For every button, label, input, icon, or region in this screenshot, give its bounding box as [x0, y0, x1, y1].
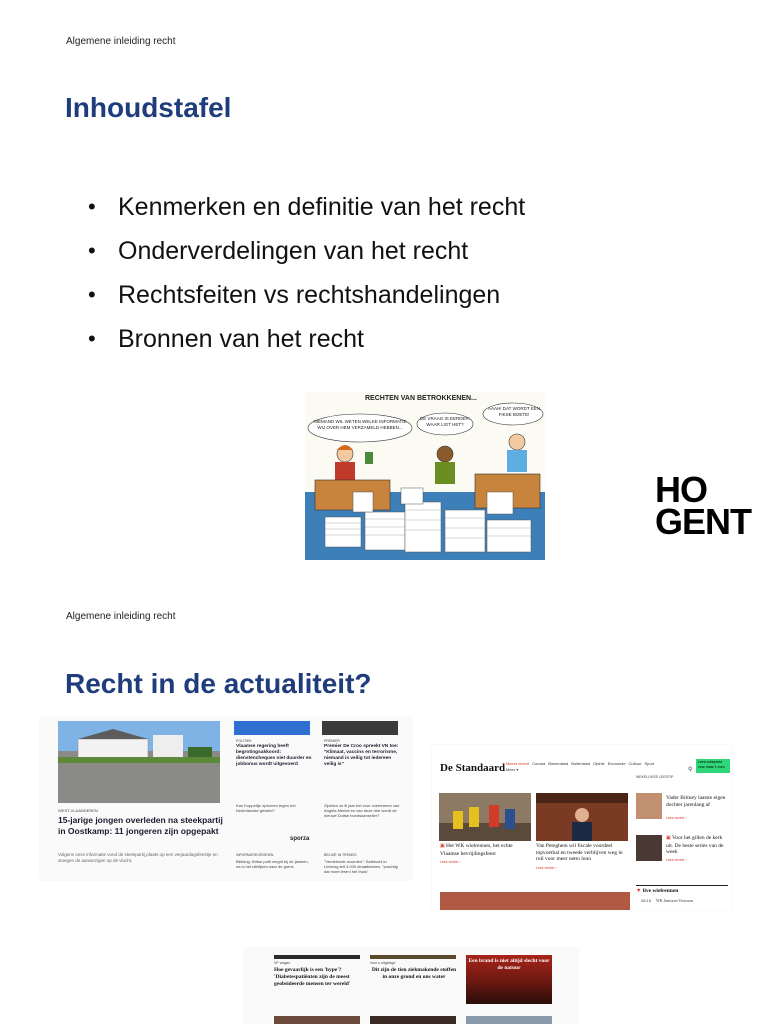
vrt-news-screenshot — [40, 718, 412, 880]
bullet-icon: • — [88, 238, 96, 263]
story1-photo — [439, 793, 531, 841]
news-mid1-image — [234, 721, 310, 735]
bookmark-icon: ▣ — [440, 844, 446, 849]
bullet-icon: • — [88, 194, 96, 219]
news-mid1-tag: POLITIEK — [236, 739, 252, 743]
bullet-item: • Rechtsfeiten vs rechtshandelingen — [88, 273, 525, 317]
live-divider — [636, 885, 728, 886]
news-mid1-item2[interactable]: Kan Koppeltje optornen tegen het Nederlandse geweld? — [236, 803, 296, 813]
bullet-item: • Bronnen van het recht — [88, 317, 525, 361]
search-icon[interactable]: ⚲ — [688, 767, 693, 773]
news-mid1-headline[interactable]: Vlaamse regering heeft begrotingsakkoord: dienstencheques niet duurder en jobbonus wordt uitgevoerd — [236, 744, 312, 767]
story4-headline[interactable]: ▣ Voor het gillen de kerk uit. De beste series van de week — [666, 835, 724, 855]
bottom-row2-image3 — [466, 1016, 552, 1024]
promo-button[interactable]: Lees onbeperkt voor maar 1 euro — [696, 759, 730, 773]
logo-line-1: HO — [655, 469, 707, 510]
news-mid1-item3[interactable]: Blikking: Britse polit vergrit bij de jasteen, na is het uitblijven naar de grens — [236, 859, 309, 869]
bullet-item: • Onderverdelingen van het recht — [88, 229, 525, 273]
story3-photo — [636, 793, 662, 819]
story2-headline[interactable]: Van Peteghem wil fiscale voordeel topvoetbal en tweede verblijven weg in ruil voor meer netto loon — [536, 843, 623, 862]
story1-headline[interactable]: ▣ Het WK wielrennen, het echte Vlaamse bevrijdingsfeest — [440, 843, 513, 857]
news-headline[interactable]: 15-jarige jongen overleden na steekpartij in Oostkamp: 11 jongeren zijn opgepakt — [58, 815, 223, 836]
story4-readmore[interactable]: Lees verder › — [666, 858, 687, 862]
live-icon: ▼ — [636, 888, 643, 894]
logo-line-2: GENT — [655, 501, 752, 542]
nav-meest-recent[interactable]: Meest recent — [506, 761, 530, 766]
nav-corona[interactable]: Corona — [532, 761, 546, 766]
cartoon-bubble-2: DE VRAAG IS EERDER: WAAR LIGT HET? — [419, 416, 470, 427]
bottom-headline3[interactable]: Een brand is niet altijd slecht voor de natuur — [468, 958, 550, 971]
nav-sport[interactable]: Sport — [644, 761, 655, 766]
news-mid2-tag2: BELGIË IN TRENDS — [324, 853, 357, 857]
bottom-news-screenshot — [244, 948, 578, 1024]
bottom-headline1[interactable]: Hoe gevaarlijk is een 'hype'? 'Diabetespatiënten zijn de meest geobsideerde mensen ter wereld' — [274, 967, 351, 987]
bottom-headline2[interactable]: Dit zijn de tien ziekmakende stoffen in onze grond en ons water — [371, 967, 457, 980]
bullet-list — [88, 185, 525, 361]
standaard-nav — [506, 761, 654, 766]
story3-headline[interactable]: Vader Britney laatste eigen dochter jarenlang af — [666, 795, 726, 808]
nav-economie[interactable]: Economie — [607, 761, 626, 766]
story3-readmore[interactable]: Lees verder › — [666, 816, 687, 820]
story1-readmore[interactable]: Lees verder › — [440, 860, 461, 864]
story4-photo — [636, 835, 662, 861]
nav-more[interactable]: Meer ▾ — [506, 767, 519, 772]
live-text[interactable]: WK Junioren Vrouwen — [656, 898, 694, 903]
nav-buitenland[interactable]: Buitenland — [571, 761, 591, 766]
slide1-title: Inhoudstafel — [65, 92, 232, 123]
privacy-cartoon — [305, 392, 545, 560]
bullet-icon: • — [88, 326, 96, 351]
news-photo — [58, 721, 220, 803]
bottom-story1-image — [274, 955, 360, 959]
standaard-screenshot — [432, 745, 732, 910]
sporza-logo: sporza — [290, 836, 310, 842]
cartoon-caption: RECHTEN VAN BETROKKENEN... — [365, 395, 477, 402]
nav-cultuur[interactable]: Cultuur — [628, 761, 642, 766]
news-mid2-item2[interactable]: Zijdelen ze lil jaar het voor voertermen van Angela Merkel en van deze drie wordt de nieuwe Duitse bondskanselier? — [324, 803, 400, 818]
cartoon-bubble-3: AAAH! DAT WORDT EEN FIKSE BOETE! — [487, 406, 540, 417]
bullet-icon: • — [88, 282, 96, 307]
story5-photo — [440, 892, 630, 910]
slide1-header: Algemene inleiding recht — [66, 36, 176, 47]
bottom-row2-image2 — [370, 1016, 456, 1024]
bottom-row2-image1 — [274, 1016, 360, 1024]
story2-photo — [536, 793, 628, 841]
slide2-header: Algemene inleiding recht — [66, 611, 176, 622]
nav-opinie[interactable]: Opinie — [593, 761, 605, 766]
bottom-tag1: VP vragen — [274, 961, 291, 965]
news-category: WEST-VLAANDEREN — [58, 808, 98, 813]
bottom-story2-image — [370, 955, 456, 959]
live-time: 08:15 — [641, 898, 652, 903]
bottom-tag2: Voor u uitgelegd — [370, 961, 396, 965]
standaard-logo: De Standaard — [440, 762, 506, 774]
news-mid1-tag2: INFORMATIEGROEIEN — [236, 853, 274, 857]
hogent-logo — [655, 469, 752, 542]
cartoon-bubble-1: NIEMAND WIL WETEN WELKE INFORMATIE WIJ OVER HEM VERZAMELD HEBBEN... — [313, 419, 407, 430]
nav-binnenland[interactable]: Binnenland — [548, 761, 569, 766]
news-mid2-tag: PREMIER — [324, 739, 340, 743]
slide2-title: Recht in de actualiteit? — [65, 668, 372, 699]
bullet-item: • Kenmerken en definitie van het recht — [88, 185, 525, 229]
story2-readmore[interactable]: Lees verder › — [536, 866, 557, 870]
news-mid2-image — [322, 721, 398, 735]
live-label: ▼ live wielrennen — [636, 888, 679, 894]
news-summary: Volgens onze informatie vond de steekpartij plaats op een verjaardagsfeestje en stoegen de aanwezigen op de vlucht. — [58, 852, 218, 863]
bookmark-icon: ▣ — [666, 836, 672, 841]
standaard-leestip: WEKELIJKSE LEESTIP — [636, 775, 674, 779]
news-mid2-headline[interactable]: Premier De Croo spreekt VN toe: "Klimaat, vaccins en terrorisme, niemand is veilig tot iedereen veilig is" — [324, 744, 399, 767]
news-mid2-item3[interactable]: "Verdelende woorden": Safetochi in Limburg telt 3.000 straatteksten, "prachtig dat moet leren! het thuis" — [324, 859, 398, 874]
